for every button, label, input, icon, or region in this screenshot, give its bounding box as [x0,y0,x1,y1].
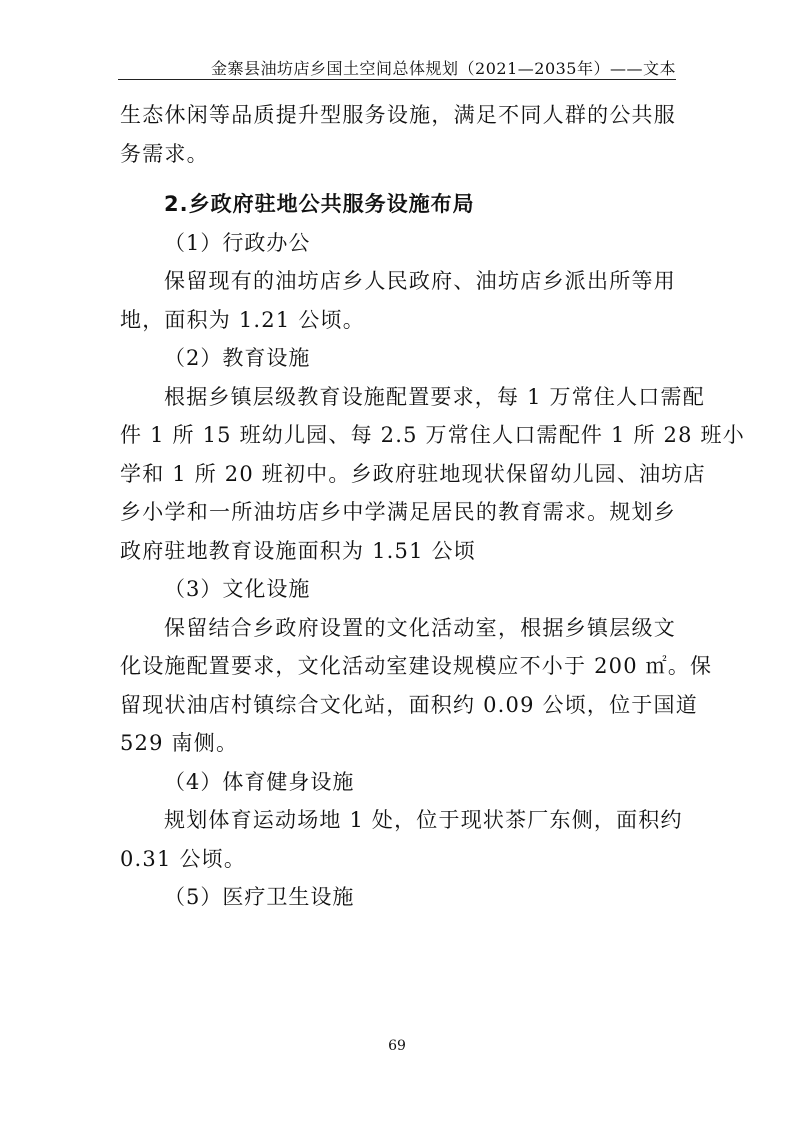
paragraph-line: 学和 1 所 20 班初中。乡政府驻地现状保留幼儿园、油坊店 [120,461,706,486]
paragraph-line: 根据乡镇层级教育设施配置要求，每 1 万常住人口需配 [164,384,705,409]
paragraph-line: 乡小学和一所油坊店乡中学满足居民的教育需求。规划乡 [120,500,676,524]
paragraph-line: 地，面积为 1.21 公顷。 [120,307,365,332]
paragraph-line: 政府驻地教育设施面积为 1.51 公顷 [120,538,476,563]
paragraph-line: 保留结合乡政府设置的文化活动室，根据乡镇层级文 [164,615,676,640]
paragraph-line: 保留现有的油坊店乡人民政府、油坊店乡派出所等用 [164,269,676,293]
header-rule [118,79,676,80]
paragraph-line: 件 1 所 15 班幼儿园、每 2.5 万常住人口需配件 1 所 28 班小 [120,423,745,447]
item-title-administration: （1）行政办公 [164,230,311,255]
section-heading: 2.乡政府驻地公共服务设施布局 [164,192,475,216]
item-title-culture: （3）文化设施 [164,577,311,601]
paragraph-line: 529 南侧。 [120,731,239,755]
paragraph-line: 务需求。 [120,141,209,166]
item-title-education: （2）教育设施 [164,346,311,370]
document-body [120,96,745,917]
page-number: 69 [388,1038,406,1054]
paragraph-line: 留现状油店村镇综合文化站，面积约 0.09 公顷，位于国道 [120,692,698,717]
paragraph-line: 生态休闲等品质提升型服务设施，满足不同人群的公共服 [120,103,676,127]
running-header: 金寨县油坊店乡国土空间总体规划（2021—2035年）——文本 [211,59,676,78]
item-title-sports: （4）体育健身设施 [164,769,355,794]
item-title-healthcare: （5）医疗卫生设施 [164,885,355,909]
paragraph-line: 规划体育运动场地 1 处，位于现状茶厂东侧，面积约 [164,808,683,832]
paragraph-line: 0.31 公顷。 [120,846,247,871]
paragraph-line: 化设施配置要求，文化活动室建设规模应不小于 200 ㎡。保 [120,654,713,678]
